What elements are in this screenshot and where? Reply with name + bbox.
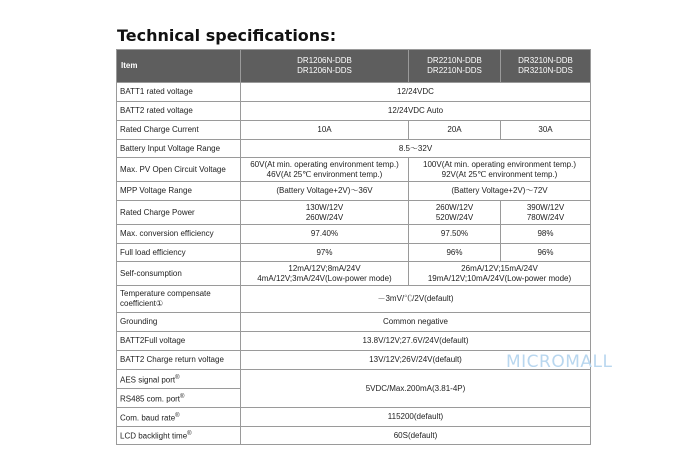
table-row bbox=[117, 182, 591, 201]
row-label: Max. conversion efficiency bbox=[117, 225, 241, 244]
row-value: 8.5～32V bbox=[241, 140, 591, 158]
table-row bbox=[117, 158, 591, 182]
table-row bbox=[117, 370, 591, 389]
row-label: Temperature compensate coefficient① bbox=[117, 286, 241, 313]
table-row bbox=[117, 427, 591, 445]
footnote-mark: ® bbox=[175, 374, 180, 381]
row-value: 26mA/12V;15mA/24V 19mA/12V;10mA/24V(Low-power mode) bbox=[409, 262, 591, 286]
row-value: 100V(At min. operating environment temp.) 92V(At 25℃ environment temp.) bbox=[409, 158, 591, 182]
row-value: (Battery Voltage+2V)～72V bbox=[409, 182, 591, 201]
table-row bbox=[117, 313, 591, 332]
row-value: 130W/12V 260W/24V bbox=[241, 201, 409, 225]
footnote-mark: ® bbox=[180, 393, 185, 400]
page-title: Technical specifications: bbox=[117, 26, 337, 45]
row-value: 96% bbox=[501, 244, 591, 262]
table-row bbox=[117, 408, 591, 427]
row-label: Rated Charge Current bbox=[117, 121, 241, 140]
row-value: (Battery Voltage+2V)～36V bbox=[241, 182, 409, 201]
table-row bbox=[117, 262, 591, 286]
row-value: 13.8V/12V;27.6V/24V(default) bbox=[241, 332, 591, 351]
row-label: Grounding bbox=[117, 313, 241, 332]
row-label: BATT2 Charge return voltage bbox=[117, 351, 241, 370]
row-label: BATT2 rated voltage bbox=[117, 102, 241, 121]
row-value: 12mA/12V;8mA/24V 4mA/12V;3mA/24V(Low-power mode) bbox=[241, 262, 409, 286]
row-label: BATT1 rated voltage bbox=[117, 83, 241, 102]
row-value: －3mV/℃/2V(default) bbox=[241, 286, 591, 313]
row-value: 97.50% bbox=[409, 225, 501, 244]
row-label: Rated Charge Power bbox=[117, 201, 241, 225]
row-value: 5VDC/Max.200mA(3.81-4P) bbox=[241, 370, 591, 408]
row-label: BATT2Full voltage bbox=[117, 332, 241, 351]
header-item: Item bbox=[117, 50, 241, 83]
row-label: MPP Voltage Range bbox=[117, 182, 241, 201]
row-value: 390W/12V 780W/24V bbox=[501, 201, 591, 225]
header-model-2: DR2210N-DDB DR2210N-DDS bbox=[409, 50, 501, 83]
row-value: 10A bbox=[241, 121, 409, 140]
header-model-1: DR1206N-DDB DR1206N-DDS bbox=[241, 50, 409, 83]
row-label: Max. PV Open Circuit Voltage bbox=[117, 158, 241, 182]
row-value: 98% bbox=[501, 225, 591, 244]
row-value: 97% bbox=[241, 244, 409, 262]
row-label: RS485 com. port® bbox=[117, 389, 241, 408]
row-label: Com. baud rate® bbox=[117, 408, 241, 427]
row-value: 115200(default) bbox=[241, 408, 591, 427]
table-header-row bbox=[117, 50, 591, 83]
row-value: Common negative bbox=[241, 313, 591, 332]
watermark: MICROMALL bbox=[506, 352, 613, 372]
row-value: 12/24VDC bbox=[241, 83, 591, 102]
header-model-3: DR3210N-DDB DR3210N-DDS bbox=[501, 50, 591, 83]
row-value: 260W/12V 520W/24V bbox=[409, 201, 501, 225]
row-value: 97.40% bbox=[241, 225, 409, 244]
row-label: Self-consumption bbox=[117, 262, 241, 286]
table-row bbox=[117, 121, 591, 140]
table-row bbox=[117, 332, 591, 351]
table-row bbox=[117, 225, 591, 244]
row-value: 13V/12V;26V/24V(default) bbox=[241, 351, 591, 370]
row-value: 12/24VDC Auto bbox=[241, 102, 591, 121]
row-value: 96% bbox=[409, 244, 501, 262]
row-label: LCD backlight time® bbox=[117, 427, 241, 445]
spec-table bbox=[116, 49, 591, 445]
footnote-mark: ® bbox=[175, 412, 180, 419]
row-label: AES signal port® bbox=[117, 370, 241, 389]
row-value: 20A bbox=[409, 121, 501, 140]
table-row bbox=[117, 244, 591, 262]
footnote-mark: ® bbox=[187, 431, 192, 438]
table-row bbox=[117, 140, 591, 158]
row-value: 60S(default) bbox=[241, 427, 591, 445]
table-row bbox=[117, 102, 591, 121]
row-label: Battery Input Voltage Range bbox=[117, 140, 241, 158]
table-row bbox=[117, 201, 591, 225]
table-row bbox=[117, 286, 591, 313]
table-row bbox=[117, 83, 591, 102]
row-value: 30A bbox=[501, 121, 591, 140]
row-label: Full load efficiency bbox=[117, 244, 241, 262]
row-value: 60V(At min. operating environment temp.) 46V(At 25℃ environment temp.) bbox=[241, 158, 409, 182]
